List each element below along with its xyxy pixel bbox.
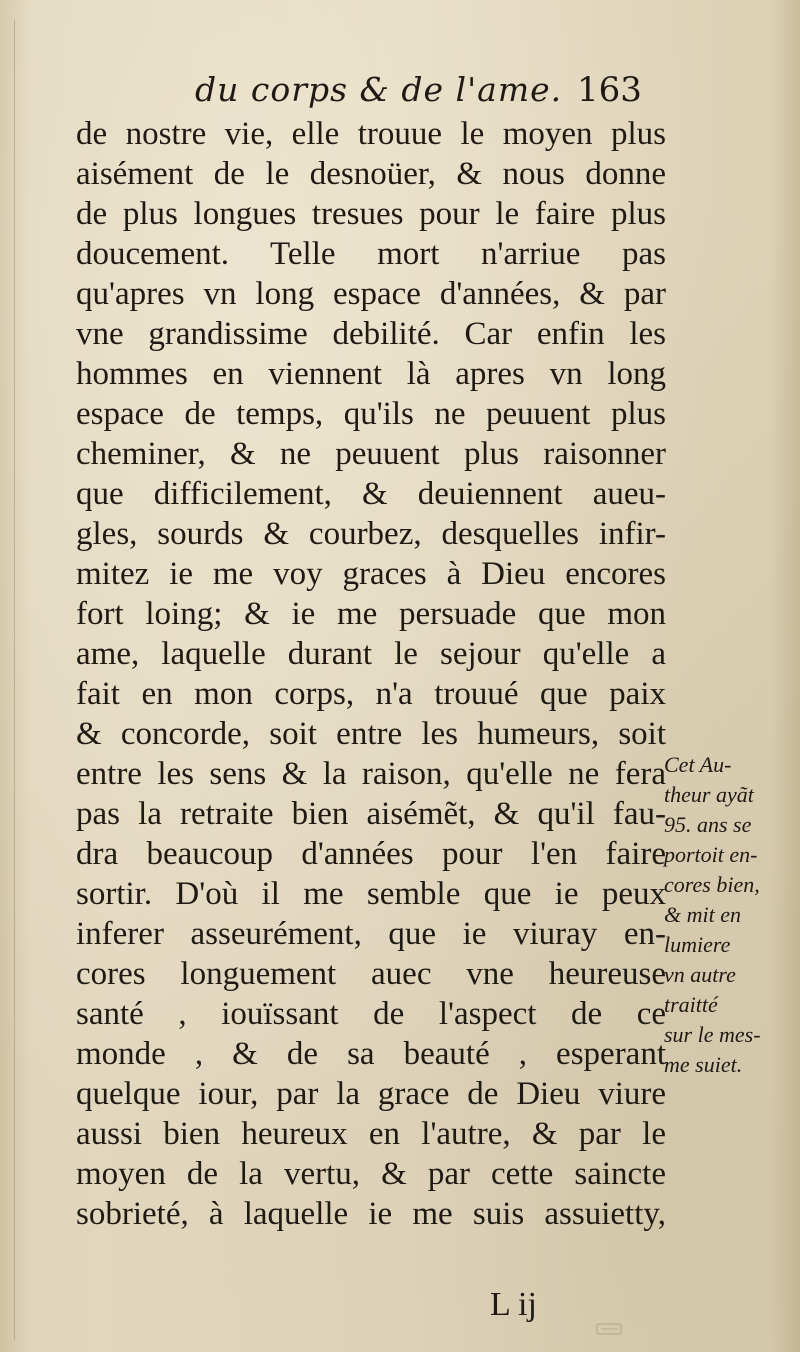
- text-line: que difficilement, & deuiennent aueu-: [76, 476, 666, 512]
- margin-note-line: 95. ans se: [664, 812, 752, 837]
- margin-note-line: me suiet.: [664, 1052, 743, 1077]
- margin-note-line: traitté: [664, 992, 718, 1017]
- text-line: & concorde, soit entre les humeurs, soit: [76, 716, 666, 752]
- text-line: moyen de la vertu, & par cette saincte: [76, 1156, 666, 1192]
- text-line: fait en mon corps, n'a trouué que paix: [76, 676, 666, 712]
- text-line: gles, sourds & courbez, desquelles infir-: [76, 516, 666, 552]
- text-line: cheminer, & ne peuuent plus raisonner: [76, 436, 666, 472]
- text-line: sortir. D'où il me semble que ie peux: [76, 876, 666, 912]
- margin-note-line: sur le mes-: [664, 1022, 761, 1047]
- margin-note-line: Cet Au-: [664, 752, 732, 777]
- text-line: espace de temps, qu'ils ne peuuent plus: [76, 396, 666, 432]
- margin-note: [664, 750, 800, 1080]
- main-text-block: [76, 114, 666, 1234]
- text-line: entre les sens & la raison, qu'elle ne fera: [76, 756, 666, 792]
- margin-note-line: & mit en: [664, 902, 741, 927]
- margin-note-line: cores bien,: [664, 872, 760, 897]
- page-gutter-shadow: [14, 20, 15, 1340]
- text-line: hommes en viennent là apres vn long: [76, 356, 666, 392]
- text-line: inferer asseurément, que ie viuray en-: [76, 916, 666, 952]
- text-line: quelque iour, par la grace de Dieu viure: [76, 1076, 666, 1112]
- text-line: doucement. Telle mort n'arriue pas: [76, 236, 666, 272]
- text-line: cores longuement auec vne heureuse: [76, 956, 666, 992]
- text-line: de plus longues tresues pour le faire plus: [76, 196, 666, 232]
- margin-note-line: vn autre: [664, 962, 736, 987]
- margin-note-line: portoit en-: [664, 842, 758, 867]
- text-line: ame, laquelle durant le sejour qu'elle a: [76, 636, 666, 672]
- text-line: fort loing; & ie me persuade que mon: [76, 596, 666, 632]
- text-line: mitez ie me voy graces à Dieu encores: [76, 556, 666, 592]
- margin-note-line: theur ayãt: [664, 782, 754, 807]
- text-line: vne grandissime debilité. Car enfin les: [76, 316, 666, 352]
- signature-mark: L ij: [490, 1286, 537, 1323]
- library-stamp-icon: [596, 1322, 622, 1336]
- text-line: dra beaucoup d'années pour l'en faire: [76, 836, 666, 872]
- margin-note-line: lumiere: [664, 932, 731, 957]
- text-line: pas la retraite bien aisémẽt, & qu'il fau-: [76, 796, 666, 832]
- running-title: du corps & de l'ame.: [195, 70, 563, 109]
- text-line: aussi bien heureux en l'autre, & par le: [76, 1116, 666, 1152]
- text-line: monde , & de sa beauté , esperant: [76, 1036, 666, 1072]
- text-line: aisément de le desnoüer, & nous donne: [76, 156, 666, 192]
- text-line: santé , iouïssant de l'aspect de ce: [76, 996, 666, 1032]
- page-number: 163: [577, 70, 642, 110]
- text-line: de nostre vie, elle trouue le moyen plus: [76, 116, 666, 152]
- text-line: qu'apres vn long espace d'années, & par: [76, 276, 666, 312]
- text-line: sobrieté, à laquelle ie me suis assuietty,: [76, 1196, 666, 1232]
